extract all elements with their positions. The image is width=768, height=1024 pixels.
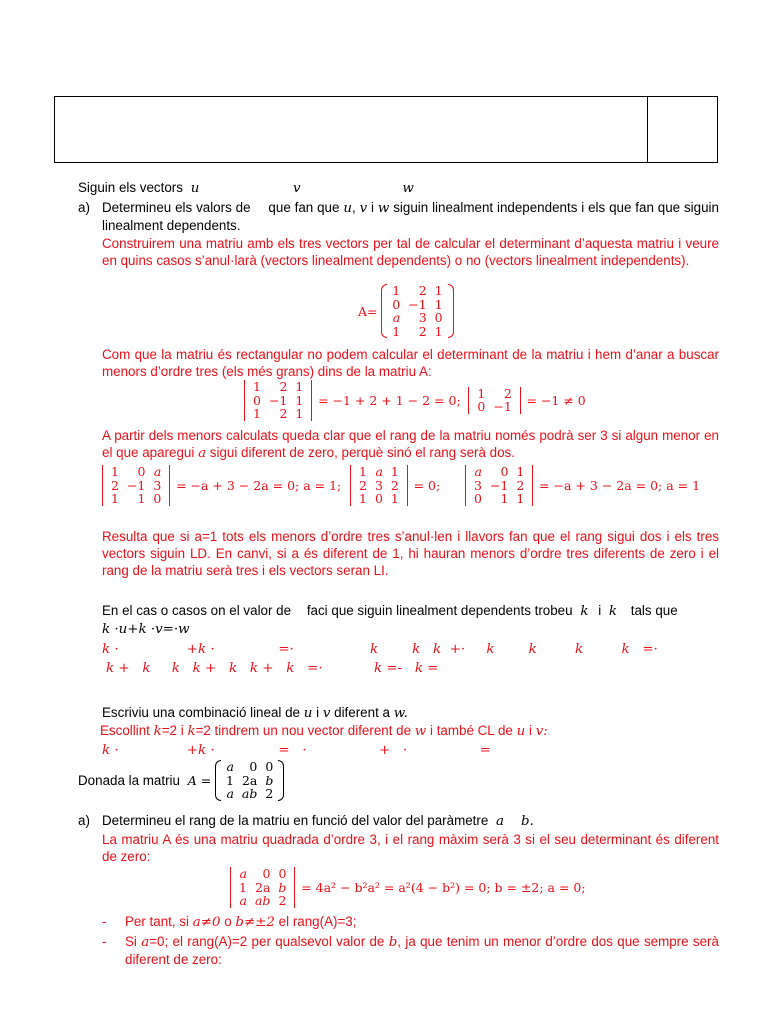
matrix-cell: 1 [516,464,525,479]
answer-a-minors-intro: Com que la matriu és rectangular no podem calcular el determinant de la matriu i hem d’anar a buscar menors d’ordre tres (els més grans) dins de la matriu A: [102,347,719,379]
matrix-row [388,311,446,325]
matrix-cell: 1 [359,464,367,479]
matrix-cell: 0 [262,866,271,881]
item-a-i: i [371,200,374,215]
matrix-row [235,867,290,881]
matrix-row [470,479,528,493]
answer-c-text5: i [528,723,532,738]
matrix-cell: 0 [137,464,146,479]
matrix-cell: 2 [359,477,367,493]
answer-a-conclusion: Resulta que si a=1 tots els menors d’ordre tres s’anul·len i llavors fan que el rang sigui dos i els tres vectors siguin LD. En canvi, si a és diferent de 1, hi hauran menors d’ordre tres diferents de zero i el rang de la matriu serà tres i els vectors seran LI. [102,529,719,578]
matrix-cell: 0 [500,464,509,479]
matrix-cell: 1 [434,283,443,298]
header-table [54,96,718,163]
matrix-cell: −1 [493,399,512,415]
det-1 [242,380,314,421]
p1-intro [78,179,414,197]
answer-c-k2: k [187,724,196,739]
det-3-result: = −a + 3 − 2a = 0; a = 1; [176,477,342,493]
item-c-question [102,704,408,722]
item-c-i: i [316,705,320,720]
item-b-text3: tals que [630,603,678,618]
matrix-cell: 1 [225,772,234,788]
matrix-row [388,325,446,339]
matrix-cell: 2 [390,477,399,493]
matrix-cell: 1 [390,464,399,479]
det-4-result: = 0; [413,477,441,493]
answer-c-text1: Escollint [100,723,150,738]
matrix-cell: 1 [295,379,304,394]
matrix-row [473,400,515,414]
p2-det [228,867,297,908]
det-2-result: = −1 ≠ 0 [526,392,586,408]
matrix-cell: 0 [253,392,261,408]
answer-b-eq1: k · +k · =· [102,642,294,657]
bullet-1-a: a≠0 [192,915,221,930]
matrix-cell: 1 [359,491,367,506]
matrix-row [388,298,446,312]
matrix-a-label: A= [358,303,378,319]
p2-answer-intro: La matriu A és una matriu quadrada d’ordre 3, i el rang màxim serà 3 si el seu determinant és diferent de zero: [102,832,719,864]
p2-matrix-label: A = [187,772,212,788]
matrix-cell: 1 [392,323,401,339]
matrix-cell: 3 [418,310,427,325]
matrix-cell: 1 [253,379,261,394]
item-b-i: i [598,603,602,618]
item-b-text2: faci que siguin linealment dependents trobeu [306,603,573,618]
bullet-1-b: b≠±2 [235,915,275,930]
p2-item-a-question [102,812,534,830]
p2-intro [78,760,284,801]
matrix-cell: 2 [418,283,427,298]
matrix-cell: 2 [278,893,287,908]
answer-b-eq1b: k k k +· k k k k =· [370,642,658,657]
matrix-cell: −1 [489,477,509,493]
item-b-k2: k [608,604,618,619]
matrix-cell: 0 [153,491,162,506]
item-b-equation: k ·u+k ·v=·w [102,622,190,637]
item-b-question [102,602,678,620]
matrix-cell: a [375,464,383,479]
matrix-row [249,407,307,421]
answer-c-text3: =2 tindrem un nou vector diferent de [195,723,412,738]
det-3 [100,465,172,506]
matrix-cell: −1 [126,477,146,493]
matrix-cell: 0 [278,866,287,881]
det-5 [463,465,535,506]
item-a-text2: que fan que [268,200,340,215]
matrix-row [388,284,446,298]
bullet-2-text2: =0; el rang(A)=2 per qualsevol valor de [149,934,385,949]
matrix-row [222,760,277,774]
matrix-cell: 2 [111,477,119,493]
p2-item-a-text: Determineu el rang de la matriu en funció del valor del paràmetre [102,813,489,828]
matrix-cell: b [265,772,274,788]
matrix-row [222,787,277,801]
matrix-cell: a [226,759,234,774]
matrix-cell: 1 [516,491,525,506]
matrix-row [355,479,403,493]
matrix-row [107,465,165,479]
item-a-text3: siguin linealment independents i els que fan que siguin linealment dependents. [102,200,719,233]
vector-v: v [293,181,301,196]
matrix-row [235,894,290,908]
matrix-cell: 2 [418,323,427,339]
matrix-cell: 1 [239,879,247,895]
bullet-2-text3: , ja que tenim un menor d’ordre dos que sempre serà diferent de zero: [125,934,719,967]
bullet-1-text3: el rang(A)=3; [278,914,357,929]
matrix-cell: a [392,310,401,325]
matrix-cell: 0 [477,399,486,415]
matrix-cell: 0 [265,759,274,774]
matrix-cell: 2a [241,772,258,788]
header-divider [647,97,648,162]
bullet-2-b: b [388,935,398,950]
item-a-u: u [343,201,352,216]
answer-c-eq: k · +k · = · + · = [102,743,491,758]
det-2 [466,387,522,414]
matrix-cell: 0 [249,759,258,774]
matrix-cell: 0 [374,491,383,506]
matrix-cell: 1 [295,406,304,421]
item-b-k1: k [580,604,589,619]
matrix-cell: 2 [516,477,525,493]
det-row-2b [348,465,440,506]
matrix-cell: 1 [477,385,486,401]
rank-note-text1: A partir dels menors calculats queda clar que el rang de la matriu només podrà ser 3 si algun menor en el que aparegui [102,428,719,460]
vector-w: w [402,181,414,196]
matrix-cell: −1 [408,296,427,312]
matrix-row [355,492,403,506]
answer-c [100,722,548,740]
matrix-cell: a [153,464,162,479]
matrix-row [235,881,290,895]
answer-c-v: v: [535,724,548,739]
matrix-cell: 0 [434,310,443,325]
matrix-row [249,394,307,408]
matrix-cell: 2 [279,379,288,394]
vector-u: u [190,181,200,196]
matrix-cell: −1 [268,392,288,408]
matrix-cell: 0 [474,491,482,506]
matrix-cell: 2 [265,786,274,801]
item-a-question [102,199,719,234]
matrix-cell: 1 [137,491,146,506]
matrix-a-block [358,284,454,338]
p2-item-a-vars: a b. [496,814,534,829]
matrix-cell: a [226,786,234,801]
item-c-text2: diferent a [334,705,390,720]
matrix-a [381,284,453,338]
p2-bullet-1 [125,913,356,931]
p2-item-a-label: a) [78,813,90,828]
item-a-label: a) [78,200,90,215]
matrix-row [473,387,515,401]
bullet-1-text2: o [224,914,232,929]
p2-det-row [228,867,586,908]
p2-matrix [215,760,284,801]
matrix-cell: 1 [111,464,119,479]
matrix-cell: 2a [255,879,271,895]
bullet-2-a: a [141,935,150,950]
rank-note-text2: sigui diferent de zero, perquè sinó el rang serà dos. [209,445,515,460]
answer-a-intro: Construirem una matriu amb els tres vectors per tal de calcular el determinant d’aquesta matriu i veure en quins casos s’anul·larà (vectors linealment dependents) o no (vectors linealment independents). [102,236,719,268]
matrix-row [470,465,528,479]
matrix-cell: 0 [392,296,401,312]
matrix-row [470,492,528,506]
det-5-result: = −a + 3 − 2a = 0; a = 1 [539,477,701,493]
p2-bullet-2 [125,933,719,968]
det-row-2 [100,465,341,506]
item-c-w: w. [393,706,408,721]
det-4 [348,465,410,506]
matrix-cell: 1 [295,392,304,408]
matrix-cell: 2 [503,385,512,401]
item-a-text1: Determineu els valors de [102,200,251,215]
matrix-cell: 3 [474,477,482,493]
bullet-2-text1: Si [125,934,137,949]
item-c-text1: Escriviu una combinació lineal de [102,705,300,720]
matrix-row [107,492,165,506]
bullet-dash-2: - [102,934,107,949]
matrix-row [249,380,307,394]
matrix-cell: a [239,893,247,908]
matrix-cell: 1 [392,283,401,298]
p2-intro-text: Donada la matriu [78,772,180,788]
det-row-2c [463,465,700,506]
item-a-v: v [359,201,368,216]
item-c-u: u [303,706,313,721]
matrix-cell: 2 [279,406,288,421]
matrix-cell: 1 [253,406,261,421]
p2-det-result: = 4a² − b²a² = a²(4 − b²) = 0; b = ±2; a = 0; [301,879,586,895]
answer-c-k1: k [153,724,162,739]
matrix-row [355,465,403,479]
rank-note-a: a [198,446,207,461]
answer-c-text2: =2 i [161,723,184,738]
matrix-cell: 3 [153,477,162,493]
matrix-cell: a [239,866,247,881]
matrix-cell: 1 [500,491,509,506]
item-c-v: v [322,706,331,721]
matrix-row [107,479,165,493]
matrix-cell: 1 [434,296,443,312]
item-a-w: w [377,201,390,216]
answer-b-eq2b: k =- k = [374,661,439,676]
answer-c-w: w [414,724,427,739]
item-a-comma: , [351,200,356,215]
bullet-1-text1: Per tant, si [125,914,190,929]
bullet-dash-1: - [102,914,107,929]
matrix-cell: ab [241,786,258,801]
matrix-cell: a [474,464,482,479]
det-1-result: = −1 + 2 + 1 − 2 = 0; [318,392,461,408]
matrix-cell: 1 [111,491,119,506]
matrix-cell: b [278,879,287,895]
matrix-cell: 3 [374,477,383,493]
p1-intro-text: Siguin els vectors [78,180,183,195]
det-row-1 [242,380,586,421]
matrix-row [222,774,277,788]
matrix-cell: ab [254,893,271,908]
answer-c-text4: i també CL de [430,723,513,738]
matrix-cell: 1 [390,491,399,506]
matrix-cell: 1 [434,323,443,339]
answer-c-u: u [516,724,526,739]
answer-a-rank-note [102,427,719,462]
answer-b-eq2: k + k k k + k k + k =· [106,661,323,676]
item-b-text1: En el cas o casos on el valor de [102,603,292,618]
